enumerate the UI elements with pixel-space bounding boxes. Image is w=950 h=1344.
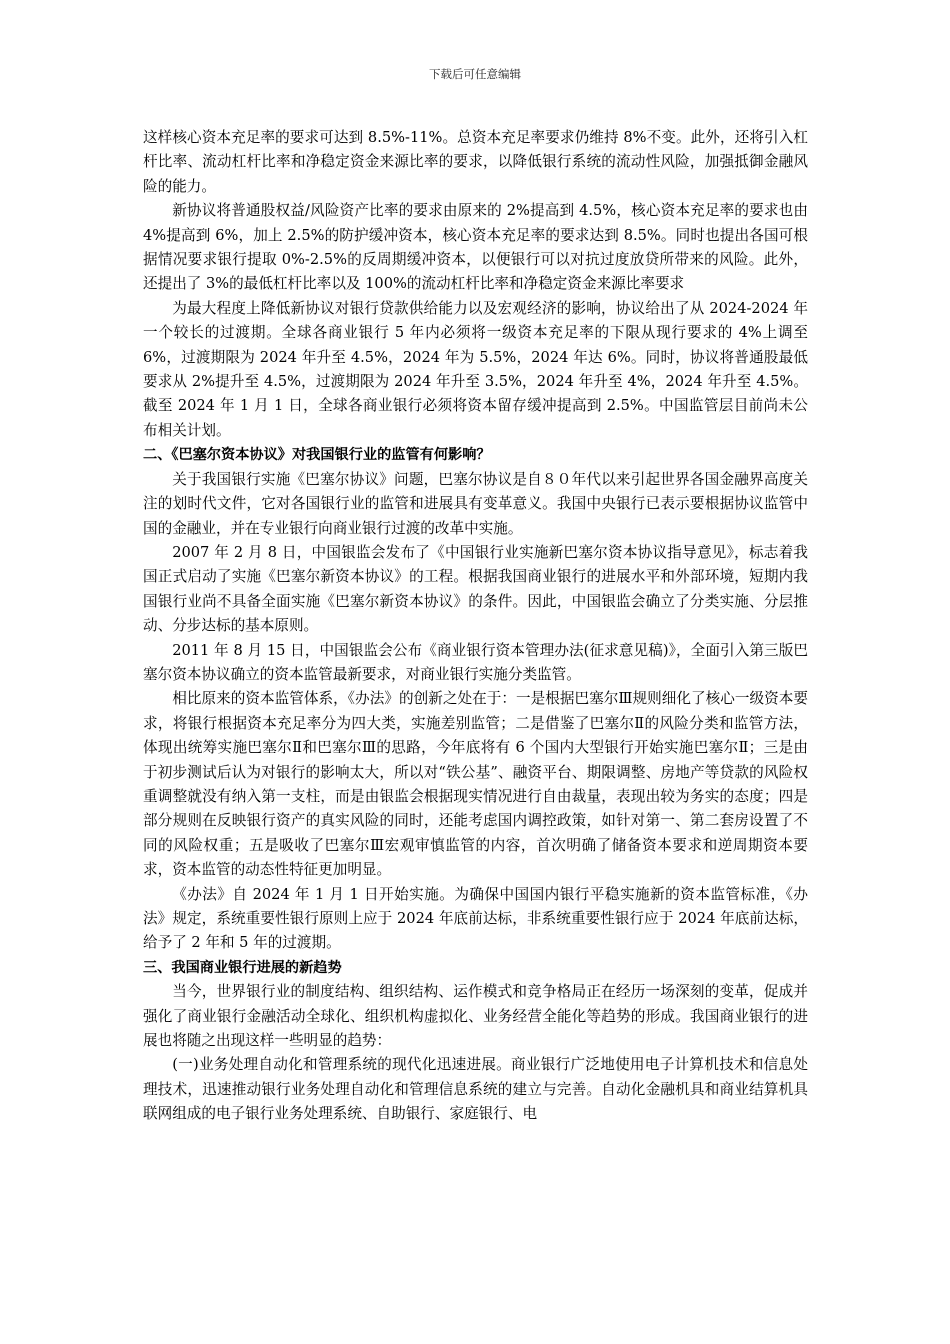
- paragraph: 《办法》自 2024 年 1 月 1 日开始实施。为确保中国国内银行平稳实施新的资本监管标准，《办法》规定，系统重要性银行原则上应于 2024 年底前达标，非系统重要性银行应于 2024 年底前达标，给予了 2 年和 5 年的过渡期。: [143, 885, 808, 952]
- document-body: [143, 126, 808, 1127]
- paragraph: 关于我国银行实施《巴塞尔协议》问题，巴塞尔协议是自８０年代以来引起世界各国金融界高度关注的划时代文件，它对各国银行业的监管和进展具有变革意义。我国中央银行已表示要根据协议监管中国的金融业，并在专业银行向商业银行过渡的改革中实施。: [143, 470, 808, 537]
- paragraph: 2007 年 2 月 8 日，中国银监会发布了《中国银行业实施新巴塞尔资本协议指导意见》，标志着我国正式启动了实施《巴塞尔新资本协议》的工程。根据我国商业银行的进展水平和外部环境，短期内我国银行业尚不具备全面实施《巴塞尔新资本协议》的条件。因此，中国银监会确立了分类实施、分层推动、分步达标的基本原则。: [143, 543, 808, 635]
- section-heading: 二、《巴塞尔资本协议》对我国银行业的监管有何影响？: [143, 447, 491, 464]
- paragraph: (一)业务处理自动化和管理系统的现代化迅速进展。商业银行广泛地使用电子计算机技术和信息处理技术，迅速推动银行业务处理自动化和管理信息系统的建立与完善。自动化金融机具和商业结算机具联网组成的电子银行业务处理系统、自助银行、家庭银行、电: [143, 1056, 808, 1123]
- paragraph: 为最大程度上降低新协议对银行贷款供给能力以及宏观经济的影响，协议给出了从 2024-2024 年一个较长的过渡期。全球各商业银行 5 年内必须将一级资本充足率的下限从现行要求的 4%上调至 6%，过渡期限为 2024 年升至 4.5%，2024 年为 5.5%，2024 年达 6%。同时，协议将普通股最低要求从 2%提升至 4.5%，过渡期限为 2024 年升至 3.5%，2024 年升至 4%，2024 年升至 4.5%。截至 2024 年 1 月 1 日，全球各商业银行必须将资本留存缓冲提高到 2.5%。中国监管层目前尚未公布相关计划。: [143, 299, 808, 439]
- paragraph: 这样核心资本充足率的要求可达到 8.5%-11%。总资本充足率要求仍维持 8%不变。此外，还将引入杠杆比率、流动杠杆比率和净稳定资金来源比率的要求，以降低银行系统的流动性风险，加强抵御金融风险的能力。: [143, 129, 808, 195]
- section-heading: 三、我国商业银行进展的新趋势: [143, 959, 342, 976]
- paragraph: 相比原来的资本监管体系，《办法》的创新之处在于：一是根据巴塞尔Ⅲ规则细化了核心一级资本要求，将银行根据资本充足率分为四大类，实施差别监管；二是借鉴了巴塞尔Ⅱ的风险分类和监管方法，体现出统筹实施巴塞尔Ⅱ和巴塞尔Ⅲ的思路，今年底将有 6 个国内大型银行开始实施巴塞尔Ⅱ；三是由于初步测试后认为对银行的影响太大，所以对“铁公基”、融资平台、期限调整、房地产等贷款的风险权重调整就没有纳入第一支柱，而是由银监会根据现实情况进行自由裁量，表现出较为务实的态度；四是部分规则在反映银行资产的真实风险的同时，还能考虑国内调控政策，如针对第一、第二套房设置了不同的风险权重；五是吸收了巴塞尔Ⅲ宏观审慎监管的内容，首次明确了储备资本要求和逆周期资本要求，资本监管的动态性特征更加明显。: [143, 690, 808, 879]
- paragraph: 当今，世界银行业的制度结构、组织结构、运作模式和竞争格局正在经历一场深刻的变革，促成并强化了商业银行金融活动全球化、组织机构虚拟化、业务经营全能化等趋势的形成。我国商业银行的进展也将随之出现这样一些明显的趋势：: [143, 983, 808, 1050]
- paragraph: 新协议将普通股权益/风险资产比率的要求由原来的 2%提高到 4.5%，核心资本充足率的要求也由 4%提高到 6%，加上 2.5%的防护缓冲资本，核心资本充足率的要求达到 8.5%。同时也提出各国可根据情况要求银行提取 0%-2.5%的反周期缓冲资本，以便银行可以对抗过度放贷所带来的风险。此外，还提出了 3%的最低杠杆比率以及 100%的流动杠杆比率和净稳定资金来源比率要求: [143, 202, 808, 293]
- paragraph: 2011 年 8 月 15 日，中国银监会公布《商业银行资本管理办法(征求意见稿)》，全面引入第三版巴塞尔资本协议确立的资本监管最新要求，对商业银行实施分类监管。: [143, 641, 808, 683]
- page-header: 下载后可任意编辑: [429, 67, 521, 81]
